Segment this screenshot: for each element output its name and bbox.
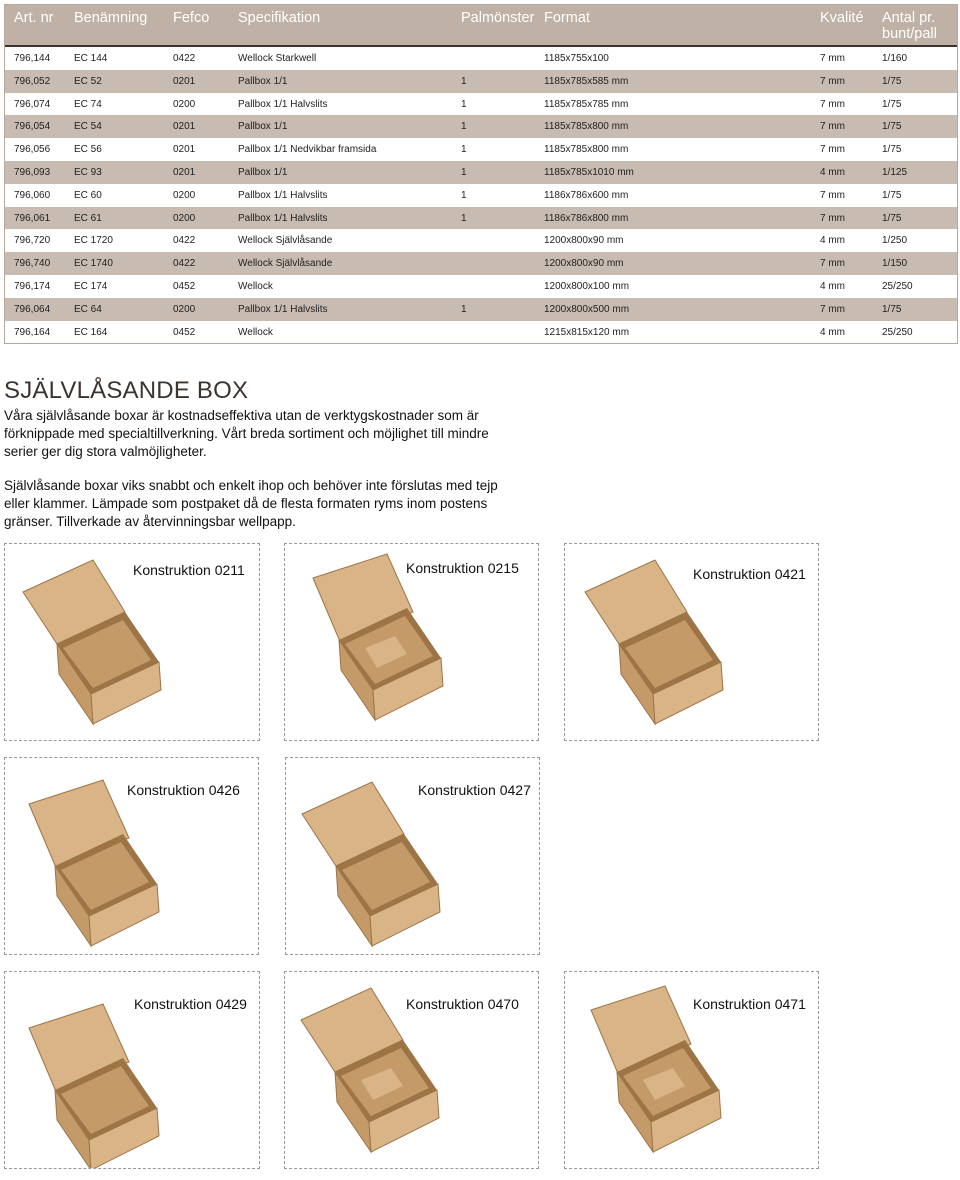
table-row bbox=[5, 298, 957, 321]
cell-format: 1185x785x800 mm bbox=[544, 144, 629, 156]
section-paragraph-1: Våra självlåsande boxar är kostnadseffektiva utan de verktygskostnader som är förknippade med specialtillverkning. Vårt breda sortiment och möjlighet till mindre serier ger dig stora valmöjligheter. bbox=[4, 408, 489, 459]
table-row bbox=[5, 207, 957, 230]
cell-antal: 1/150 bbox=[882, 258, 908, 270]
cell-fefco: 0200 bbox=[173, 212, 196, 224]
table-row bbox=[5, 161, 957, 184]
construction-card bbox=[564, 543, 819, 741]
cell-fefco: 0201 bbox=[173, 75, 196, 87]
cell-benamning: EC 1740 bbox=[74, 258, 113, 270]
header-antal-line2: bunt/pall bbox=[882, 26, 937, 42]
cardboard-box-image bbox=[11, 774, 161, 954]
product-table bbox=[4, 4, 958, 344]
table-row bbox=[5, 252, 957, 275]
cell-art-nr: 796,174 bbox=[14, 280, 51, 292]
cell-specifikation: Wellock Starkwell bbox=[238, 53, 317, 64]
cell-specifikation: Wellock Självlåsande bbox=[238, 235, 333, 247]
cell-kvalite: 7 mm bbox=[820, 53, 845, 64]
cell-art-nr: 796,093 bbox=[14, 166, 51, 178]
table-row bbox=[5, 275, 957, 298]
cell-benamning: EC 64 bbox=[74, 303, 102, 315]
construction-label: Konstruktion 0421 bbox=[693, 566, 806, 582]
table-row bbox=[5, 47, 957, 70]
cell-benamning: EC 61 bbox=[74, 212, 102, 224]
cell-fefco: 0422 bbox=[173, 258, 196, 270]
cell-format: 1185x785x1010 mm bbox=[544, 166, 634, 178]
construction-label: Konstruktion 0471 bbox=[693, 996, 806, 1012]
cell-palmonster: 1 bbox=[461, 166, 467, 178]
cell-specifikation: Pallbox 1/1 bbox=[238, 75, 288, 87]
cell-benamning: EC 74 bbox=[74, 98, 102, 110]
cell-art-nr: 796,720 bbox=[14, 235, 51, 247]
cell-specifikation: Wellock bbox=[238, 326, 273, 338]
construction-label: Konstruktion 0470 bbox=[406, 996, 519, 1012]
header-format: Format bbox=[544, 10, 590, 26]
cell-fefco: 0422 bbox=[173, 235, 196, 247]
cell-format: 1200x800x500 mm bbox=[544, 303, 630, 315]
cell-antal: 25/250 bbox=[882, 280, 913, 292]
cell-antal: 1/160 bbox=[882, 53, 908, 64]
cell-specifikation: Pallbox 1/1 bbox=[238, 121, 288, 133]
cell-palmonster: 1 bbox=[461, 303, 467, 315]
cell-palmonster: 1 bbox=[461, 144, 467, 156]
section-paragraph-2: Självlåsande boxar viks snabbt och enkelt ihop och behöver inte förslutas med tejp eller klammer. Lämpade som postpaket då de flesta formaten ryms inom postens gränser. Tillverkade av återvinningsbar wellpapp. bbox=[4, 478, 498, 529]
cell-benamning: EC 52 bbox=[74, 75, 102, 87]
construction-card bbox=[4, 543, 260, 741]
cell-specifikation: Pallbox 1/1 Halvslits bbox=[238, 189, 328, 201]
construction-card bbox=[4, 757, 259, 955]
cell-fefco: 0200 bbox=[173, 189, 196, 201]
cell-format: 1200x800x100 mm bbox=[544, 280, 630, 292]
cell-antal: 1/75 bbox=[882, 75, 902, 87]
cell-kvalite: 7 mm bbox=[820, 75, 845, 87]
cell-kvalite: 7 mm bbox=[820, 303, 845, 315]
construction-label: Konstruktion 0215 bbox=[406, 560, 519, 576]
cell-benamning: EC 93 bbox=[74, 166, 102, 178]
cell-palmonster: 1 bbox=[461, 98, 467, 110]
header-fefco: Fefco bbox=[173, 10, 210, 26]
cell-fefco: 0200 bbox=[173, 98, 196, 110]
cell-benamning: EC 164 bbox=[74, 326, 108, 338]
cell-art-nr: 796,054 bbox=[14, 121, 51, 133]
cell-kvalite: 7 mm bbox=[820, 121, 845, 133]
cell-benamning: EC 56 bbox=[74, 144, 102, 156]
cell-antal: 1/75 bbox=[882, 303, 902, 315]
cell-art-nr: 796,074 bbox=[14, 98, 51, 110]
cell-antal: 1/75 bbox=[882, 121, 902, 133]
cell-specifikation: Wellock Självlåsande bbox=[238, 258, 333, 270]
cell-fefco: 0422 bbox=[173, 53, 196, 64]
cell-kvalite: 7 mm bbox=[820, 258, 845, 270]
header-specifikation: Specifikation bbox=[238, 10, 321, 26]
cell-specifikation: Pallbox 1/1 bbox=[238, 166, 288, 178]
cardboard-box-image bbox=[13, 552, 163, 732]
table-row bbox=[5, 138, 957, 161]
cell-art-nr: 796,144 bbox=[14, 53, 51, 64]
cell-palmonster: 1 bbox=[461, 212, 467, 224]
cardboard-box-image bbox=[11, 998, 161, 1169]
cell-antal: 25/250 bbox=[882, 326, 913, 338]
cell-kvalite: 4 mm bbox=[820, 326, 845, 338]
cell-kvalite: 4 mm bbox=[820, 166, 845, 178]
cell-fefco: 0452 bbox=[173, 280, 196, 292]
cell-specifikation: Pallbox 1/1 Nedvikbar framsida bbox=[238, 144, 377, 156]
cell-art-nr: 796,740 bbox=[14, 258, 51, 270]
cell-specifikation: Wellock bbox=[238, 280, 273, 292]
cell-fefco: 0201 bbox=[173, 144, 196, 156]
cell-antal: 1/75 bbox=[882, 189, 902, 201]
cell-benamning: EC 54 bbox=[74, 121, 102, 133]
table-body bbox=[5, 47, 957, 343]
cell-art-nr: 796,052 bbox=[14, 75, 51, 87]
cell-kvalite: 7 mm bbox=[820, 144, 845, 156]
cell-antal: 1/75 bbox=[882, 98, 902, 110]
construction-card bbox=[284, 543, 539, 741]
cell-art-nr: 796,061 bbox=[14, 212, 51, 224]
cell-kvalite: 7 mm bbox=[820, 98, 845, 110]
construction-label: Konstruktion 0426 bbox=[127, 782, 240, 798]
cell-benamning: EC 144 bbox=[74, 53, 108, 64]
cardboard-box-image bbox=[292, 774, 442, 954]
header-palmonster: Palmönster bbox=[461, 10, 535, 26]
header-kvalite: Kvalité bbox=[820, 10, 864, 26]
cell-antal: 1/75 bbox=[882, 144, 902, 156]
table-row bbox=[5, 93, 957, 116]
table-row bbox=[5, 70, 957, 93]
cell-benamning: EC 174 bbox=[74, 280, 108, 292]
header-antal-line1: Antal pr. bbox=[882, 10, 936, 26]
table-row bbox=[5, 229, 957, 252]
cell-kvalite: 4 mm bbox=[820, 235, 845, 247]
construction-label: Konstruktion 0211 bbox=[133, 562, 245, 578]
cell-kvalite: 7 mm bbox=[820, 212, 845, 224]
construction-card bbox=[564, 971, 819, 1169]
table-row bbox=[5, 115, 957, 138]
construction-label: Konstruktion 0427 bbox=[418, 782, 531, 798]
construction-card bbox=[284, 971, 539, 1169]
section-heading: SJÄLVLÅSANDE BOX bbox=[4, 377, 249, 404]
cell-specifikation: Pallbox 1/1 Halvslits bbox=[238, 212, 328, 224]
cell-format: 1185x755x100 bbox=[544, 53, 609, 64]
cell-format: 1185x785x800 mm bbox=[544, 121, 629, 133]
cell-specifikation: Pallbox 1/1 Halvslits bbox=[238, 98, 328, 110]
cell-palmonster: 1 bbox=[461, 189, 467, 201]
header-benamning: Benämning bbox=[74, 10, 148, 26]
cell-specifikation: Pallbox 1/1 Halvslits bbox=[238, 303, 328, 315]
cell-art-nr: 796,056 bbox=[14, 144, 51, 156]
construction-card bbox=[4, 971, 260, 1169]
cell-format: 1186x786x800 mm bbox=[544, 212, 629, 224]
cell-palmonster: 1 bbox=[461, 75, 467, 87]
table-row bbox=[5, 321, 957, 344]
cell-fefco: 0201 bbox=[173, 121, 196, 133]
cell-format: 1200x800x90 mm bbox=[544, 235, 624, 247]
cell-fefco: 0452 bbox=[173, 326, 196, 338]
cell-format: 1185x785x585 mm bbox=[544, 75, 629, 87]
cell-palmonster: 1 bbox=[461, 121, 467, 133]
table-row bbox=[5, 184, 957, 207]
header-antal bbox=[882, 10, 937, 42]
cell-benamning: EC 60 bbox=[74, 189, 102, 201]
construction-label: Konstruktion 0429 bbox=[134, 996, 247, 1012]
header-art-nr: Art. nr bbox=[14, 10, 54, 26]
cell-format: 1215x815x120 mm bbox=[544, 326, 630, 338]
cell-art-nr: 796,060 bbox=[14, 189, 51, 201]
cell-fefco: 0200 bbox=[173, 303, 196, 315]
cell-format: 1185x785x785 mm bbox=[544, 98, 629, 110]
cell-format: 1186x786x600 mm bbox=[544, 189, 629, 201]
cell-art-nr: 796,064 bbox=[14, 303, 51, 315]
cell-benamning: EC 1720 bbox=[74, 235, 113, 247]
table-header bbox=[5, 5, 957, 47]
cell-fefco: 0201 bbox=[173, 166, 196, 178]
cell-kvalite: 4 mm bbox=[820, 280, 845, 292]
cell-kvalite: 7 mm bbox=[820, 189, 845, 201]
cell-antal: 1/75 bbox=[882, 212, 902, 224]
cell-antal: 1/125 bbox=[882, 166, 908, 178]
cell-format: 1200x800x90 mm bbox=[544, 258, 624, 270]
cell-art-nr: 796,164 bbox=[14, 326, 51, 338]
cell-antal: 1/250 bbox=[882, 235, 908, 247]
construction-card bbox=[285, 757, 540, 955]
